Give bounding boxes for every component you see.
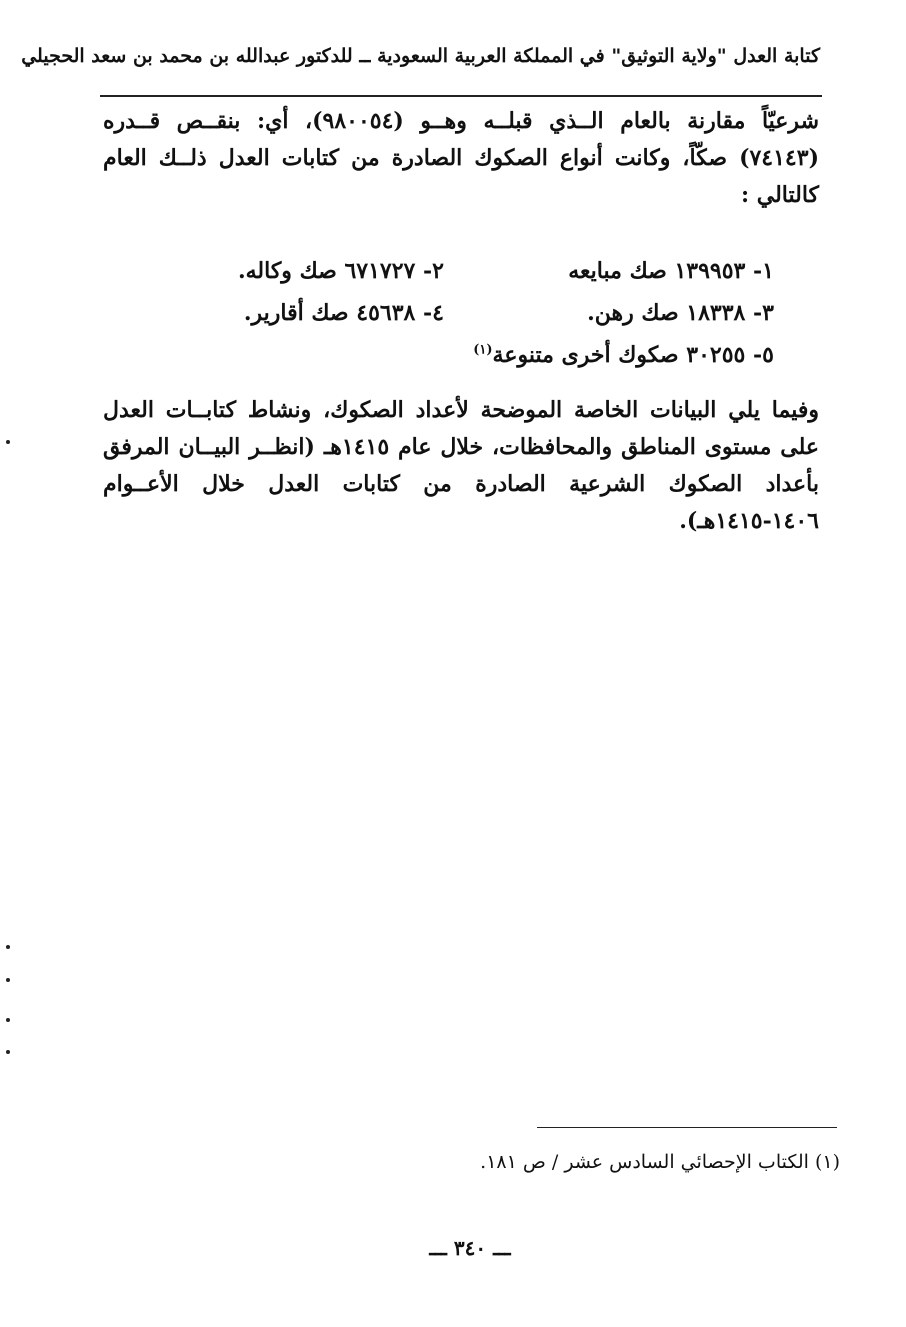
paragraph-1-text: شرعيّاً مقارنة بالعام الــذي قبلــه وهــو (٩٨٠٠٥٤)، أي: بنقــص قــدره (٧٤١٤٣) صكّاً، وكانت أنواع الصكوك الصادرة من كتابات العدل ذلــك العام كالتالي : xyxy=(103,108,819,208)
body-paragraph-1 xyxy=(103,103,819,214)
scan-speck xyxy=(6,440,10,444)
list-row xyxy=(170,334,774,376)
list-item-5-text: ٥- ٣٠٢٥٥ صكوك أخرى متنوعة xyxy=(492,342,774,368)
paragraph-2-text: وفيما يلي البيانات الخاصة الموضحة لأعداد الصكوك، ونشاط كتابــات العدل على مستوى المناطق والمحافظات، خلال عام ١٤١٥هـ (انظــر البيــان المرفق بأعداد الصكوك الشرعية الصادرة من كتابات العدل خلال الأعــوام ١٤٠٦-١٤١٥هـ). xyxy=(103,397,820,534)
deed-types-list xyxy=(170,250,774,376)
page-number: ـــ ٣٤٠ ـــ xyxy=(429,1236,511,1260)
list-item-3: ٣- ١٨٣٣٨ صك رهن. xyxy=(587,300,774,326)
list-row xyxy=(170,292,774,334)
list-item-4: ٤- ٤٥٦٣٨ صك أقارير. xyxy=(243,300,444,326)
scan-speck xyxy=(6,945,10,949)
list-row xyxy=(170,250,774,292)
running-header: كتابة العدل "ولاية التوثيق" في المملكة العربية السعودية ــ للدكتور عبدالله بن محمد بن سعد الحجيلي xyxy=(21,45,820,67)
scan-speck xyxy=(6,1050,10,1054)
footnote: (١) الكتاب الإحصائي السادس عشر / ص ١٨١. xyxy=(480,1151,840,1173)
footnote-reference-mark: (١) xyxy=(473,342,493,358)
scan-speck xyxy=(6,978,10,982)
list-item-1: ١- ١٣٩٩٥٣ صك مبايعه xyxy=(568,258,774,284)
footnote-divider xyxy=(537,1127,837,1128)
list-item-2: ٢- ٦٧١٧٢٧ صك وكاله. xyxy=(237,258,444,284)
scan-speck xyxy=(6,1018,10,1022)
header-divider xyxy=(100,95,822,97)
list-item-5 xyxy=(444,342,774,368)
body-paragraph-2 xyxy=(103,392,819,540)
